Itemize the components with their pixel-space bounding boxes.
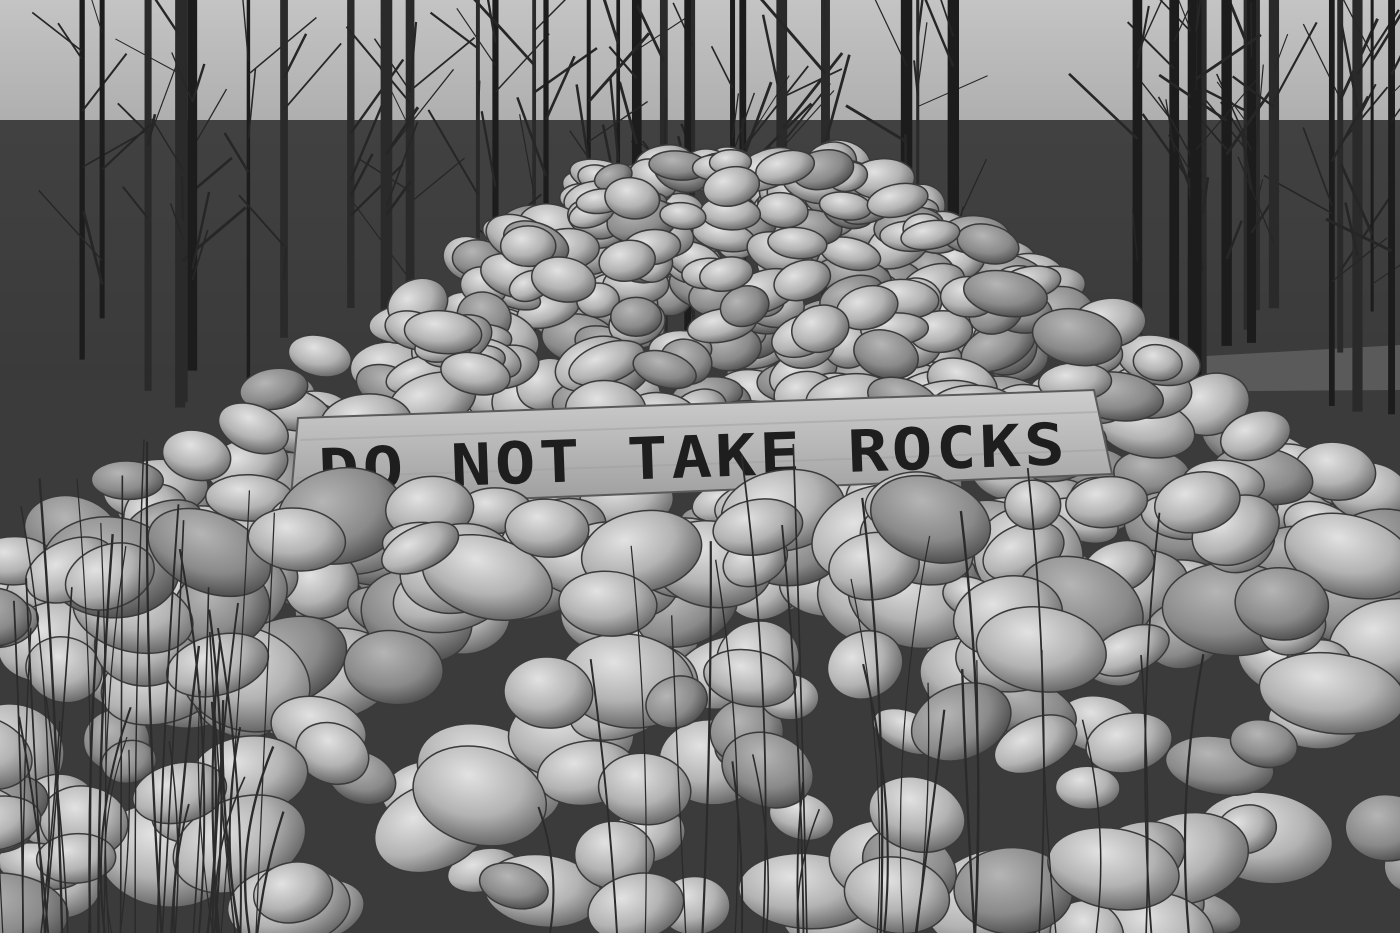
tree-branch <box>182 177 183 221</box>
tree-trunk <box>280 0 288 338</box>
tree-trunk <box>1371 0 1374 312</box>
tree-trunk <box>347 0 354 308</box>
sign-text: DO NOT TAKE ROCKS <box>317 413 964 505</box>
tree-trunk <box>100 0 105 318</box>
tree-branch <box>1251 3 1252 58</box>
tree-trunk <box>188 0 198 371</box>
tree-branch <box>478 81 479 116</box>
tree-trunk <box>1388 0 1395 414</box>
rock <box>611 297 662 336</box>
tree-trunk <box>1169 0 1179 382</box>
tree-trunk <box>1337 0 1343 353</box>
tree-trunk <box>145 0 152 391</box>
tree-trunk <box>1221 0 1231 346</box>
tree-trunk <box>79 0 84 360</box>
tree-trunk <box>1269 0 1279 308</box>
